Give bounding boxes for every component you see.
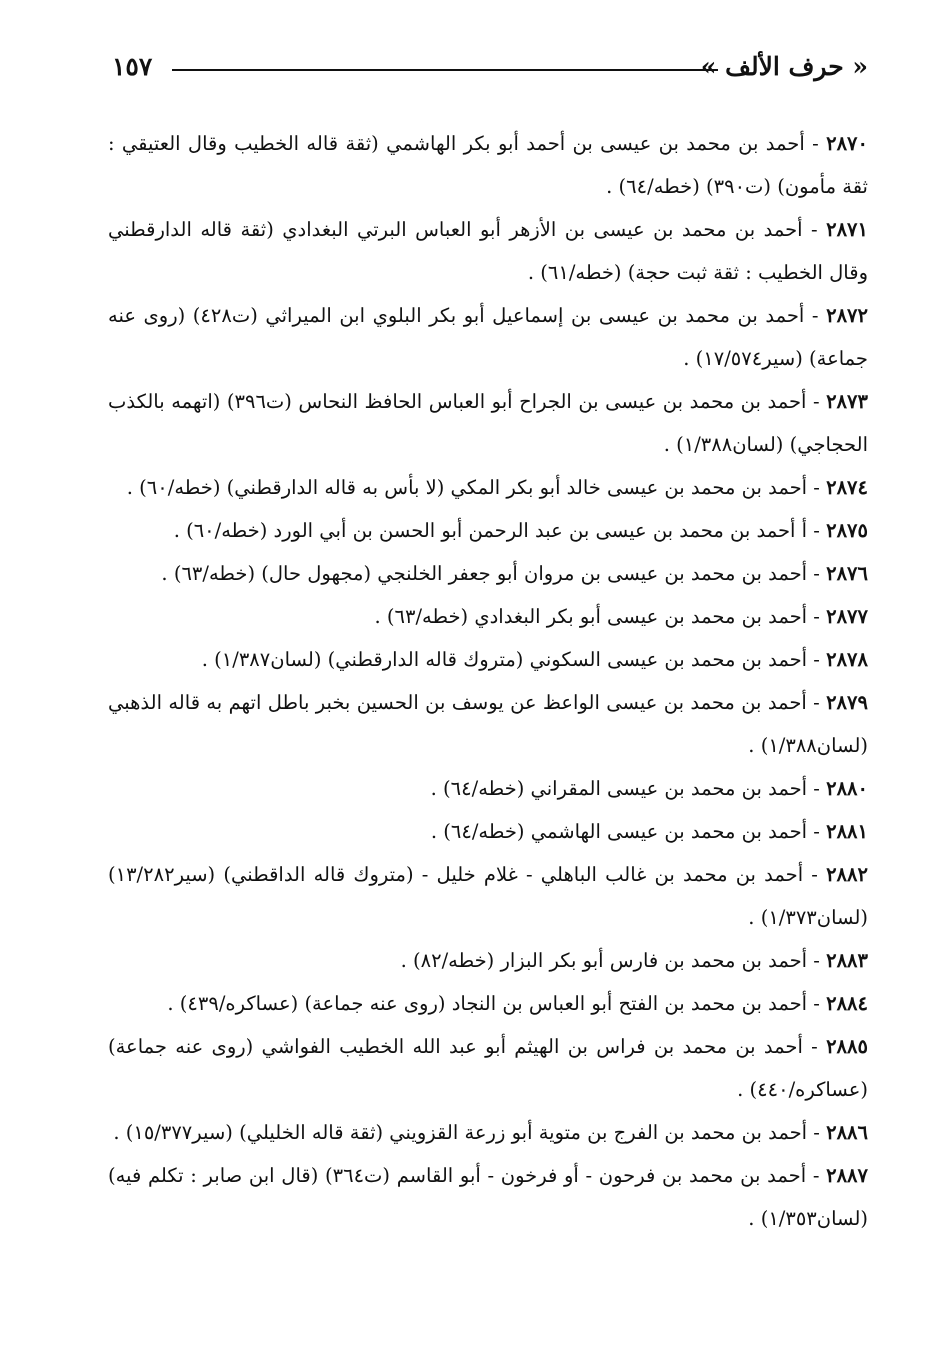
entry-text: أحمد بن محمد بن الفتح أبو العباس بن النجاد (روى عنه جماعة) (عساكره/٤٣٩) .: [167, 992, 808, 1015]
list-item: ٢٨٨٢ - أحمد بن محمد بن غالب الباهلي - غلام خليل - (متروك قاله الداقطني) (سير١٣/٢٨٢) (لسان١/٣٧٣) .: [108, 863, 868, 929]
entry-text: أحمد بن محمد بن عيسى بن الجراح أبو العباس الحافظ النحاس (ت٣٩٦) (اتهمه بالكذب الحجاجي) (لسان١/٣٨٨) .: [108, 390, 868, 456]
list-item: ٢٨٨٦ - أحمد بن محمد بن الفرج بن متوية أبو زرعة القزويني (ثقة قاله الخليلي) (سير١٥/٣٧٧) .: [113, 1121, 868, 1144]
entry-number: ٢٨٨٥: [826, 1035, 868, 1058]
entry-text: أحمد بن محمد بن عيسى بن الأزهر أبو العباس البرتي البغدادي (ثقة قاله الدارقطني وقال الخطيب : ثقة ثبت حجة) (خطه/٦١) .: [108, 218, 868, 284]
entry-number: ٢٨٨٢: [826, 863, 868, 886]
entry-text: أحمد بن محمد بن عيسى خالد أبو بكر المكي (لا بأس به قاله الدارقطني) (خطه/٦٠) .: [126, 476, 808, 499]
entry-text: أحمد بن محمد بن عيسى بن إسماعيل أبو بكر البلوي ابن الميراثي (ت٤٢٨) (روى عنه جماعة) (سير١٧/٥٧٤) .: [108, 304, 868, 370]
list-item: ٢٨٧١ - أحمد بن محمد بن عيسى بن الأزهر أبو العباس البرتي البغدادي (ثقة قاله الدارقطني وقال الخطيب : ثقة ثبت حجة) (خطه/٦١) .: [108, 218, 868, 284]
entry-text: أحمد بن محمد بن عيسى الهاشمي (خطه/٦٤) .: [430, 820, 808, 843]
entry-number: ٢٨٧٨: [826, 648, 868, 671]
entry-text: أحمد بن محمد بن عيسى الواعظ عن يوسف بن الحسين بخبر باطل اتهم به قاله الذهبي (لسان١/٣٨٨) .: [108, 691, 868, 757]
list-item: ٢٨٧٩ - أحمد بن محمد بن عيسى الواعظ عن يوسف بن الحسين بخبر باطل اتهم به قاله الذهبي (لسان١/٣٨٨) .: [108, 691, 868, 757]
entry-number: ٢٨٧٠: [826, 132, 868, 155]
entry-number: ٢٨٨٣: [826, 949, 868, 972]
entry-text: أحمد بن محمد بن فراس بن الهيثم أبو عبد الله الخطيب الفواشي (روى عنه جماعة) (عساكره/٤٤٠) .: [108, 1035, 868, 1101]
list-item: ٢٨٧٦ - أحمد بن محمد بن عيسى بن مروان أبو جعفر الخلنجي (مجهول حال) (خطه/٦٣) .: [161, 562, 868, 585]
list-item: ٢٨٧٣ - أحمد بن محمد بن عيسى بن الجراح أبو العباس الحافظ النحاس (ت٣٩٦) (اتهمه بالكذب الحجاجي) (لسان١/٣٨٨) .: [108, 390, 868, 456]
entry-number: ٢٨٨٤: [826, 992, 868, 1015]
entry-text: أحمد بن محمد بن غالب الباهلي - غلام خليل - (متروك قاله الداقطني) (سير١٣/٢٨٢) (لسان١/٣٧٣) .: [108, 863, 868, 929]
entry-text: أحمد بن محمد بن فرحون - أو فرخون - أبو القاسم (ت٣٦٤) (قال ابن صابر : تكلم فيه) (لسان١/٣٥٣) .: [108, 1164, 868, 1230]
page-header: [112, 52, 868, 92]
entry-text: أحمد بن محمد بن فارس أبو بكر البزار (خطه/٨٢) .: [400, 949, 808, 972]
list-item: ٢٨٧٤ - أحمد بن محمد بن عيسى خالد أبو بكر المكي (لا بأس به قاله الدارقطني) (خطه/٦٠) .: [126, 476, 868, 499]
page-number: ١٥٧: [112, 52, 153, 81]
entry-number: ٢٨٨٦: [826, 1121, 868, 1144]
chapter-title: « حرف الألف »: [700, 52, 868, 81]
entry-text: أ أحمد بن محمد بن عيسى بن عبد الرحمن أبو الحسن بن أبي الورد (خطه/٦٠) .: [173, 519, 808, 542]
entry-number: ٢٨٧٢: [826, 304, 868, 327]
entry-text: أحمد بن محمد بن عيسى بن مروان أبو جعفر الخلنجي (مجهول حال) (خطه/٦٣) .: [161, 562, 808, 585]
list-item: ٢٨٧٠ - أحمد بن محمد بن عيسى بن أحمد أبو بكر الهاشمي (ثقة قاله الخطيب وقال العتيقي : ثقة مأمون) (ت٣٩٠) (خطه/٦٤) .: [108, 132, 868, 198]
list-item: ٢٨٧٨ - أحمد بن محمد بن عيسى السكوني (متروك قاله الدارقطني) (لسان١/٣٨٧) .: [201, 648, 868, 671]
list-item: ٢٨٧٧ - أحمد بن محمد بن عيسى أبو بكر البغدادي (خطه/٦٣) .: [374, 605, 868, 628]
list-item: ٢٨٨٠ - أحمد بن محمد بن عيسى المقراني (خطه/٦٤) .: [430, 777, 868, 800]
list-item: ٢٨٨٥ - أحمد بن محمد بن فراس بن الهيثم أبو عبد الله الخطيب الفواشي (روى عنه جماعة) (عساكره/٤٤٠) .: [108, 1035, 868, 1101]
entry-number: ٢٨٧١: [826, 218, 868, 241]
entry-number: ٢٨٧٦: [826, 562, 868, 585]
list-item: ٢٨٨٣ - أحمد بن محمد بن فارس أبو بكر البزار (خطه/٨٢) .: [400, 949, 868, 972]
entry-number: ٢٨٧٣: [826, 390, 868, 413]
entry-number: ٢٨٧٥: [826, 519, 868, 542]
entry-number: ٢٨٧٩: [826, 691, 868, 714]
entries-list: [108, 122, 868, 1240]
entry-text: أحمد بن محمد بن عيسى أبو بكر البغدادي (خطه/٦٣) .: [374, 605, 808, 628]
entry-number: ٢٨٧٧: [826, 605, 868, 628]
list-item: ٢٨٧٥ - أ أحمد بن محمد بن عيسى بن عبد الرحمن أبو الحسن بن أبي الورد (خطه/٦٠) .: [173, 519, 868, 542]
list-item: ٢٨٧٢ - أحمد بن محمد بن عيسى بن إسماعيل أبو بكر البلوي ابن الميراثي (ت٤٢٨) (روى عنه جماعة) (سير١٧/٥٧٤) .: [108, 304, 868, 370]
entry-text: أحمد بن محمد بن عيسى السكوني (متروك قاله الدارقطني) (لسان١/٣٨٧) .: [201, 648, 808, 671]
entry-text: أحمد بن محمد بن الفرج بن متوية أبو زرعة القزويني (ثقة قاله الخليلي) (سير١٥/٣٧٧) .: [113, 1121, 808, 1144]
entry-text: أحمد بن محمد بن عيسى المقراني (خطه/٦٤) .: [430, 777, 808, 800]
list-item: ٢٨٨١ - أحمد بن محمد بن عيسى الهاشمي (خطه/٦٤) .: [430, 820, 868, 843]
entry-number: ٢٨٧٤: [826, 476, 868, 499]
header-rule: [172, 69, 718, 71]
list-item: ٢٨٨٧ - أحمد بن محمد بن فرحون - أو فرخون - أبو القاسم (ت٣٦٤) (قال ابن صابر : تكلم فيه) (لسان١/٣٥٣) .: [108, 1164, 868, 1230]
entry-number: ٢٨٨١: [826, 820, 868, 843]
entry-number: ٢٨٨٧: [826, 1164, 868, 1187]
entry-text: أحمد بن محمد بن عيسى بن أحمد أبو بكر الهاشمي (ثقة قاله الخطيب وقال العتيقي : ثقة مأمون) (ت٣٩٠) (خطه/٦٤) .: [108, 132, 868, 198]
entry-number: ٢٨٨٠: [826, 777, 868, 800]
list-item: ٢٨٨٤ - أحمد بن محمد بن الفتح أبو العباس بن النجاد (روى عنه جماعة) (عساكره/٤٣٩) .: [167, 992, 868, 1015]
